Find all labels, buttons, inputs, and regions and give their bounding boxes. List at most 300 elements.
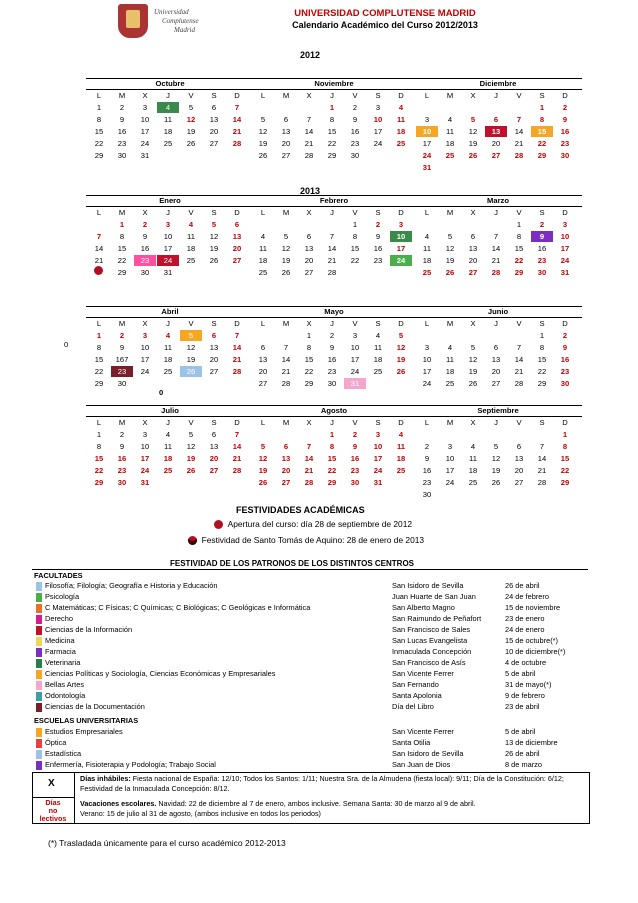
day-cell (275, 219, 297, 230)
day-cell: 16 (373, 244, 383, 253)
logo-text-line1: Universidad (154, 8, 189, 16)
day-cell: 16 (537, 244, 547, 253)
month-title: Julio (86, 405, 254, 417)
day-cell: 15 (531, 126, 553, 137)
day-cell (439, 162, 461, 173)
weekday-label: D (398, 208, 404, 217)
day-cell (416, 219, 438, 230)
day-cell: 27 (491, 379, 501, 388)
day-cell (485, 330, 507, 341)
weekday-row (414, 207, 582, 219)
day-cell: 11 (259, 244, 267, 253)
day-cell: 20 (514, 466, 524, 475)
week-row (414, 441, 582, 453)
day-cell: 15 (94, 355, 104, 364)
day-cell: 3 (352, 331, 358, 340)
day-cell: 9 (142, 232, 148, 241)
weekday-label: S (211, 319, 217, 328)
patron-date: 5 de abril (505, 727, 536, 736)
month-title: Marzo (414, 195, 582, 207)
day-cell: 26 (258, 151, 268, 160)
weekday-label: X (470, 319, 476, 328)
week-row (86, 441, 254, 453)
day-cell: 5 (211, 220, 217, 229)
day-cell: 15 (94, 454, 104, 463)
weekday-label: X (306, 418, 312, 427)
day-cell: 18 (422, 256, 432, 265)
day-cell: 167 (115, 355, 129, 364)
weekday-label: L (96, 319, 102, 328)
day-cell: 21 (304, 139, 314, 148)
day-cell: 25 (445, 379, 455, 388)
week-row (86, 126, 254, 138)
patron-color-swatch (36, 615, 42, 624)
weekday-label: M (118, 319, 126, 328)
day-cell: 31 (140, 478, 150, 487)
day-cell: 12 (445, 244, 455, 253)
day-cell: 5 (493, 442, 499, 451)
calendar-subtitle: Calendario Académico del Curso 2012/2013 (292, 20, 478, 30)
day-cell: 5 (180, 330, 202, 341)
weekday-label: J (494, 208, 498, 217)
week-row (414, 150, 582, 162)
day-cell: 28 (304, 478, 314, 487)
week-row (414, 162, 582, 174)
day-cell: 31 (560, 268, 570, 277)
day-cell: 24 (390, 255, 412, 266)
day-cell: 28 (491, 268, 501, 277)
day-cell: 14 (281, 355, 291, 364)
weekday-label: L (424, 418, 430, 427)
day-cell (485, 162, 507, 173)
day-cell: 2 (562, 331, 568, 340)
day-cell: 6 (493, 343, 499, 352)
week-row (250, 243, 418, 255)
day-cell: 5 (283, 232, 289, 241)
day-cell: 15 (514, 244, 524, 253)
month-title: Mayo (250, 306, 418, 318)
patron-color-swatch (36, 750, 42, 759)
week-row (414, 429, 582, 441)
day-cell: 1 (96, 103, 102, 112)
day-cell: 9 (531, 231, 553, 242)
weekday-label: M (282, 208, 290, 217)
week-row (86, 477, 254, 489)
day-cell: 24 (560, 256, 570, 265)
day-cell: 18 (445, 367, 455, 376)
day-cell: 29 (94, 379, 104, 388)
day-cell: 1 (562, 430, 568, 439)
weekday-label: M (446, 91, 454, 100)
week-row (86, 267, 254, 279)
weekday-label: S (211, 418, 217, 427)
vacaciones-body: Navidad: 22 de diciembre al 7 de enero, ambos inclusive. Semana Santa: 30 de marzo al 9 de abril. (156, 799, 476, 808)
day-cell: 28 (327, 268, 337, 277)
weekday-label: M (118, 208, 126, 217)
day-cell: 25 (445, 151, 455, 160)
weekday-label: D (234, 208, 240, 217)
weekday-label: V (188, 91, 194, 100)
patron-name: Psicología (45, 592, 80, 601)
day-cell: 21 (514, 367, 524, 376)
day-cell: 25 (163, 139, 173, 148)
weekday-label: V (516, 91, 522, 100)
day-cell: 20 (281, 139, 291, 148)
weekday-label: S (539, 418, 545, 427)
weekday-label: M (446, 418, 454, 427)
day-cell: 2 (539, 220, 545, 229)
day-cell (390, 378, 412, 389)
day-cell: 22 (537, 367, 547, 376)
day-cell: 20 (209, 454, 219, 463)
patrons-title: FESTIVIDAD DE LOS PATRONOS DE LOS DISTINTOS CENTROS (170, 559, 415, 568)
day-cell: 29 (327, 151, 337, 160)
weekday-label: L (424, 319, 430, 328)
day-cell: 30 (327, 379, 337, 388)
weekday-label: D (234, 418, 240, 427)
day-cell: 28 (304, 151, 314, 160)
day-cell: 13 (209, 442, 219, 451)
weekday-label: L (424, 91, 430, 100)
day-cell: 27 (258, 379, 268, 388)
day-cell (203, 477, 225, 488)
patron-date: 23 de enero (505, 614, 545, 623)
day-cell: 26 (186, 466, 196, 475)
day-cell: 20 (304, 256, 314, 265)
day-cell: 18 (396, 454, 406, 463)
day-cell (367, 267, 389, 278)
weekday-label: S (375, 319, 381, 328)
day-cell: 13 (281, 454, 291, 463)
day-cell: 25 (396, 139, 406, 148)
day-cell: 9 (119, 115, 125, 124)
patron-name: Óptica (45, 738, 67, 747)
day-cell (275, 102, 297, 113)
day-cell: 12 (281, 244, 291, 253)
week-row (250, 267, 418, 279)
logo-text-line3: Madrid (174, 26, 195, 34)
day-cell: 10 (140, 343, 150, 352)
patron-saint: Santa Apolonia (392, 691, 442, 700)
day-cell: 17 (445, 466, 455, 475)
day-cell: 27 (514, 478, 524, 487)
day-cell: 20 (209, 127, 219, 136)
day-cell: 30 (117, 478, 127, 487)
day-cell: 21 (232, 127, 242, 136)
day-cell: 19 (186, 355, 196, 364)
day-cell: 28 (514, 379, 524, 388)
day-cell (226, 477, 248, 488)
day-cell: 15 (94, 127, 104, 136)
day-cell: 24 (373, 139, 383, 148)
day-cell: 2 (142, 220, 148, 229)
day-cell (462, 429, 484, 440)
weekday-label: J (330, 319, 334, 328)
day-cell: 10 (373, 442, 383, 451)
patron-color-swatch (36, 670, 42, 679)
day-cell: 5 (470, 343, 476, 352)
patron-color-swatch (36, 761, 42, 770)
day-cell: 8 (306, 343, 312, 352)
footnote: (*) Trasladada únicamente para el curso académico 2012-2013 (48, 838, 286, 848)
day-cell: 10 (140, 115, 150, 124)
patron-date: 24 de febrero (505, 592, 549, 601)
day-cell: 16 (560, 127, 570, 136)
week-row (414, 378, 582, 390)
day-cell: 29 (304, 379, 314, 388)
day-cell: 14 (232, 115, 242, 124)
day-cell: 12 (491, 454, 501, 463)
day-cell: 23 (537, 256, 547, 265)
week-row (414, 489, 582, 501)
day-cell: 22 (350, 256, 360, 265)
day-cell: 26 (468, 379, 478, 388)
day-cell (508, 162, 530, 173)
day-cell (462, 489, 484, 500)
weekday-label: D (398, 418, 404, 427)
day-cell: 26 (180, 366, 202, 377)
day-cell: 13 (485, 126, 507, 137)
weekday-row (414, 318, 582, 330)
week-row (414, 354, 582, 366)
patron-date: 10 de diciembre(*) (505, 647, 566, 656)
day-cell: 10 (390, 231, 412, 242)
day-cell: 30 (117, 151, 127, 160)
inhabiles-body: Fiesta nacional de España: 12/10; Todos los Santos: 1/11; Nuestra Sra. de la Almudena (fiesta local): 9/11; Día de la Constitución: 6/12; Festividad de la Inmaculada Concepción: 8/12. (80, 774, 564, 793)
day-cell: 9 (562, 115, 568, 124)
week-row (250, 453, 418, 465)
day-cell: 26 (281, 268, 291, 277)
weekday-label: L (96, 208, 102, 217)
month-title: Febrero (250, 195, 418, 207)
day-cell (416, 429, 438, 440)
weekday-label: J (166, 418, 170, 427)
santo-tomas-marker-icon (188, 536, 197, 545)
month-ene (86, 195, 254, 279)
day-cell: 17 (350, 355, 360, 364)
day-cell: 1 (96, 331, 102, 340)
day-cell: 6 (470, 232, 476, 241)
day-cell: 11 (446, 355, 454, 364)
weekday-row (250, 207, 418, 219)
week-row (86, 429, 254, 441)
day-cell: 17 (140, 454, 150, 463)
day-cell: 4 (398, 430, 404, 439)
week-row (250, 126, 418, 138)
patron-name: Filosofía; Filología; Geografía e Historia y Educación (45, 581, 218, 590)
patron-date: 15 de octubre(*) (505, 636, 558, 645)
patron-color-swatch (36, 648, 42, 657)
week-row (86, 219, 254, 231)
day-cell: 10 (140, 442, 150, 451)
patron-date: 5 de abril (505, 669, 536, 678)
day-cell: 22 (514, 256, 524, 265)
day-cell: 14 (304, 454, 314, 463)
day-cell: 11 (423, 244, 431, 253)
day-cell: 9 (119, 343, 125, 352)
day-cell: 1 (539, 103, 545, 112)
patron-saint: San Lucas Evangelista (392, 636, 468, 645)
week-row (86, 243, 254, 255)
patron-saint: San Francisco de Asís (392, 658, 466, 667)
day-cell: 29 (117, 268, 127, 277)
week-row (86, 465, 254, 477)
day-cell: 17 (396, 244, 406, 253)
day-cell (252, 429, 274, 440)
bottom-zero-label: 0 (159, 388, 164, 397)
lectivos-line3: lectivos (39, 814, 67, 823)
day-cell: 29 (537, 379, 547, 388)
day-cell: 23 (560, 139, 570, 148)
patron-name: Ciencias de la Documentación (45, 702, 145, 711)
week-row (86, 231, 254, 243)
day-cell: 20 (281, 466, 291, 475)
day-cell (298, 429, 320, 440)
day-cell: 22 (327, 139, 337, 148)
weekday-label: X (306, 319, 312, 328)
weekday-label: V (352, 91, 358, 100)
day-cell: 26 (258, 478, 268, 487)
day-cell: 29 (94, 151, 104, 160)
day-cell: 4 (470, 442, 476, 451)
day-cell: 14 (94, 244, 104, 253)
day-cell: 15 (327, 454, 337, 463)
day-cell: 5 (188, 103, 194, 112)
weekday-label: V (516, 208, 522, 217)
day-cell: 22 (117, 256, 127, 265)
day-cell: 8 (539, 115, 545, 124)
patron-name: Farmacia (45, 647, 76, 656)
day-cell: 2 (119, 430, 125, 439)
day-cell: 14 (491, 244, 501, 253)
patron-saint: Inmaculada Concepción (392, 647, 472, 656)
weekday-label: L (260, 418, 266, 427)
month-abr (64, 306, 254, 397)
weekday-label: S (375, 418, 381, 427)
weekday-row (86, 90, 254, 102)
day-cell: 21 (281, 367, 291, 376)
day-cell: 25 (468, 478, 478, 487)
day-cell: 19 (258, 466, 268, 475)
day-cell: 10 (350, 343, 360, 352)
day-cell: 3 (398, 220, 404, 229)
day-cell: 22 (94, 139, 104, 148)
day-cell: 7 (306, 442, 312, 451)
day-cell: 26 (491, 478, 501, 487)
day-cell: 10 (560, 232, 570, 241)
day-cell: 7 (493, 232, 499, 241)
patron-name: Ciencias Políticas y Sociología, Ciencias Económicas y Empresariales (45, 669, 276, 678)
day-cell (439, 219, 461, 230)
day-cell: 6 (306, 232, 312, 241)
day-cell: 15 (117, 244, 127, 253)
logo-text-line2: Complutense (162, 17, 199, 25)
week-row (414, 231, 582, 243)
day-cell: 25 (163, 466, 173, 475)
month-title: Diciembre (414, 78, 582, 90)
week-row (86, 114, 254, 126)
week-row (414, 267, 582, 279)
day-cell: 21 (94, 256, 104, 265)
month-mar (414, 195, 582, 279)
weekday-label: J (494, 319, 498, 328)
day-cell: 25 (258, 268, 268, 277)
day-cell: 13 (468, 244, 478, 253)
day-cell: 24 (157, 255, 179, 266)
day-cell: 16 (422, 466, 432, 475)
weekday-label: X (142, 91, 148, 100)
verano-text: Verano: 15 de julio al 31 de agosto, (ambos inclusive en todos los periodos) (80, 809, 321, 818)
day-cell: 23 (350, 466, 360, 475)
day-cell: 18 (445, 139, 455, 148)
day-cell: 8 (329, 115, 335, 124)
day-cell: 30 (140, 268, 150, 277)
day-cell: 22 (94, 367, 104, 376)
month-feb (250, 195, 418, 279)
month-title: Octubre (86, 78, 254, 90)
day-cell: 27 (209, 139, 219, 148)
weekday-label: J (494, 418, 498, 427)
day-cell (462, 162, 484, 173)
day-cell: 21 (232, 454, 242, 463)
day-cell: 12 (186, 442, 196, 451)
day-cell: 23 (134, 255, 156, 266)
day-cell: 18 (186, 244, 196, 253)
day-cell: 23 (117, 466, 127, 475)
day-cell (508, 429, 530, 440)
university-logo (118, 4, 268, 40)
day-cell: 17 (140, 127, 150, 136)
day-cell: 1 (352, 220, 358, 229)
day-cell: 11 (374, 343, 382, 352)
day-cell: 25 (422, 268, 432, 277)
patron-color-swatch (36, 626, 42, 635)
day-cell: 20 (491, 139, 501, 148)
week-row (250, 441, 418, 453)
day-cell: 2 (352, 103, 358, 112)
day-cell: 14 (514, 127, 524, 136)
patron-color-swatch (36, 593, 42, 602)
day-cell (508, 102, 530, 113)
day-cell (508, 489, 530, 500)
day-cell (485, 489, 507, 500)
day-cell: 10 (416, 126, 438, 137)
patron-name: C Matemáticas; C Físicas; C Químicas; C Biológicas; C Geológicas e Informática (45, 603, 311, 612)
weekday-label: S (375, 91, 381, 100)
weekday-label: S (211, 208, 217, 217)
weekday-label: V (352, 418, 358, 427)
day-cell: 29 (537, 151, 547, 160)
week-row (250, 102, 418, 114)
day-cell: 17 (560, 244, 570, 253)
day-cell: 20 (232, 244, 242, 253)
patron-date: 13 de diciembre (505, 738, 558, 747)
legend-divider (74, 772, 75, 824)
weekday-label: L (260, 91, 266, 100)
day-cell: 5 (260, 442, 266, 451)
day-cell: 23 (117, 139, 127, 148)
day-cell: 1 (306, 331, 312, 340)
santo-tomas-day-marker-icon (94, 266, 103, 275)
day-cell: 2 (119, 103, 125, 112)
weekday-label: S (211, 91, 217, 100)
day-cell: 27 (209, 367, 219, 376)
day-cell: 20 (209, 355, 219, 364)
weekday-row (250, 417, 418, 429)
day-cell: 29 (560, 478, 570, 487)
day-cell (157, 150, 179, 161)
weekday-label: X (306, 91, 312, 100)
